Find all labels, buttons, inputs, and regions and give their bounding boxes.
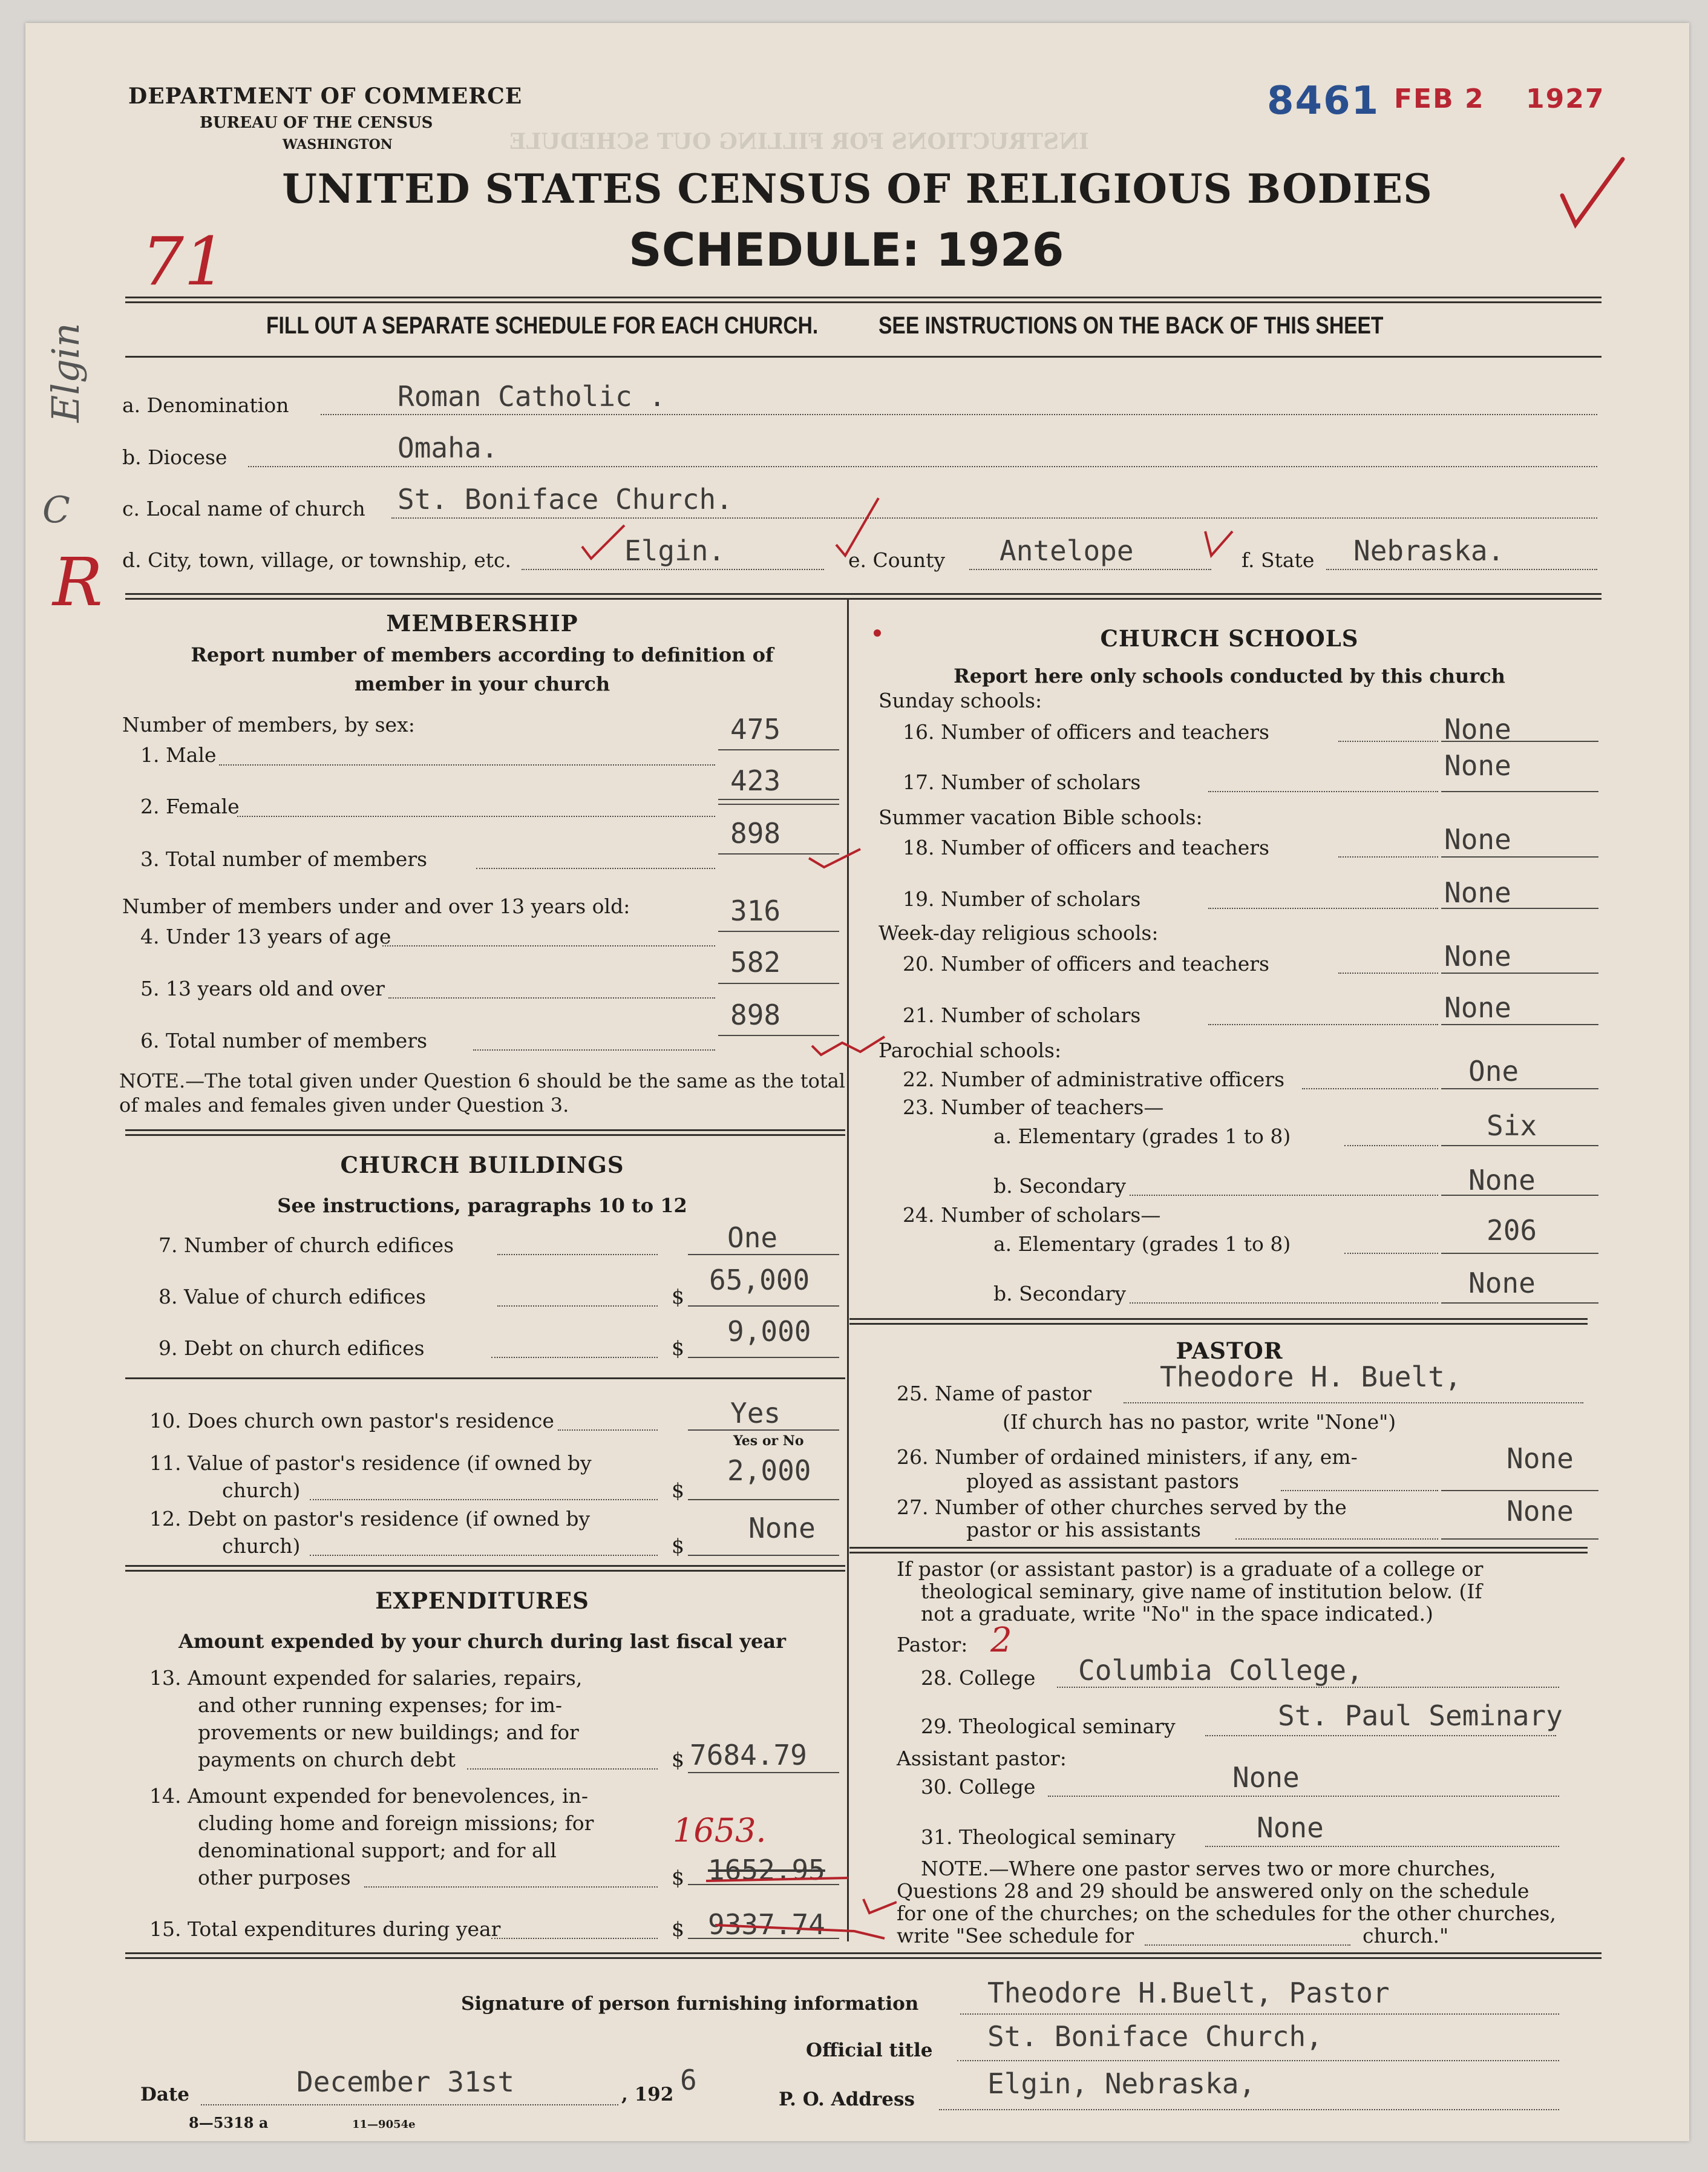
denomination-label: a. Denomination bbox=[122, 393, 289, 417]
q2-label: 2. Female bbox=[140, 795, 240, 818]
margin-word-elgin: Elgin bbox=[44, 323, 88, 422]
q1-male-value: 475 bbox=[730, 713, 781, 746]
buildings-instruction: See instructions, paragraphs 10 to 12 bbox=[277, 1194, 687, 1217]
pastor-note-line4: write "See schedule for bbox=[897, 1924, 1134, 1947]
margin-letter-c: C bbox=[42, 489, 70, 531]
q13-amount-value: 7684.79 bbox=[690, 1739, 807, 1771]
q23b-label: b. Secondary bbox=[993, 1174, 1127, 1198]
q24a-value: 206 bbox=[1487, 1214, 1537, 1247]
membership-heading: MEMBERSHIP bbox=[386, 610, 578, 637]
q23b-value: None bbox=[1468, 1164, 1536, 1196]
q26-value: None bbox=[1507, 1442, 1574, 1475]
q3-label: 3. Total number of members bbox=[140, 847, 428, 871]
q28-college-value: Columbia College, bbox=[1078, 1654, 1363, 1687]
pastor-note-line3: for one of the churches; on the schedules for the other churches, bbox=[897, 1901, 1556, 1925]
q9-label: 9. Debt on church edifices bbox=[159, 1336, 425, 1360]
received-stamp-date: FEB 2 bbox=[1394, 84, 1485, 114]
county-label: e. County bbox=[848, 548, 946, 572]
q6-label: 6. Total number of members bbox=[140, 1029, 428, 1052]
form-title: UNITED STATES CENSUS OF RELIGIOUS BODIES bbox=[282, 165, 1433, 212]
q26-label-cont: ployed as assistant pastors bbox=[966, 1469, 1239, 1493]
city-label: d. City, town, village, or township, etc. bbox=[122, 548, 512, 572]
q13-line3: provements or new buildings; and for bbox=[198, 1721, 579, 1744]
q27-value: None bbox=[1507, 1495, 1574, 1527]
state-value: Nebraska. bbox=[1353, 534, 1505, 567]
separate-schedule-notice: FILL OUT A SEPARATE SCHEDULE FOR EACH CHURCH. bbox=[266, 312, 819, 339]
graduate-note-line3: not a graduate, write "No" in the space indicated.) bbox=[921, 1602, 1433, 1626]
q8-edifice-value: 65,000 bbox=[709, 1264, 810, 1296]
q14-amount-value: 1652.95 bbox=[708, 1854, 825, 1886]
q6-total-value: 898 bbox=[730, 999, 781, 1031]
q28-label: 28. College bbox=[921, 1666, 1036, 1690]
city-value: Elgin. bbox=[624, 534, 725, 567]
signature-value: Theodore H.Buelt, Pastor bbox=[987, 1977, 1390, 2009]
church-buildings-heading: CHURCH BUILDINGS bbox=[340, 1152, 624, 1178]
q13-line2: and other running expenses; for im- bbox=[198, 1693, 563, 1717]
q18-label: 18. Number of officers and teachers bbox=[903, 836, 1269, 859]
membership-note: NOTE.—The total given under Question 6 should be the same as the total of males and females given under Question 3. bbox=[119, 1069, 845, 1117]
state-label: f. State bbox=[1242, 548, 1315, 572]
assistant-pastor-label: Assistant pastor: bbox=[897, 1747, 1067, 1770]
handwritten-pastor-mark: 2 bbox=[990, 1621, 1012, 1660]
q9-debt-value: 9,000 bbox=[727, 1315, 811, 1348]
form-number: 8—5318 a bbox=[189, 2114, 269, 2131]
print-number: 11—9054e bbox=[352, 2118, 416, 2131]
q15-total-value: 9337.74 bbox=[708, 1908, 825, 1941]
diocese-label: b. Diocese bbox=[122, 445, 227, 469]
expenditures-instruction: Amount expended by your church during last fiscal year bbox=[178, 1630, 786, 1653]
q15-dollar-sign: $ bbox=[672, 1917, 684, 1941]
q18-value: None bbox=[1444, 823, 1511, 856]
q25-note: (If church has no pastor, write "None") bbox=[1003, 1410, 1396, 1434]
date-year-suffix: 6 bbox=[680, 2064, 697, 2096]
check-marks-icon bbox=[570, 489, 1235, 586]
q23-label: 23. Number of teachers— bbox=[903, 1095, 1164, 1119]
margin-letter-r: R bbox=[53, 543, 103, 621]
census-schedule-sheet bbox=[25, 23, 1689, 2141]
q12-dollar-sign: $ bbox=[672, 1534, 684, 1558]
q4-label: 4. Under 13 years of age bbox=[140, 925, 391, 948]
q29-label: 29. Theological seminary bbox=[921, 1714, 1176, 1738]
q10-label: 10. Does church own pastor's residence bbox=[149, 1409, 554, 1432]
handwritten-number: 71 bbox=[142, 223, 226, 300]
q17-label: 17. Number of scholars bbox=[903, 770, 1141, 794]
q11-label-cont: church) bbox=[222, 1478, 301, 1502]
strike-marks-icon bbox=[703, 1866, 897, 1944]
q29-seminary-value: St. Paul Seminary bbox=[1278, 1699, 1563, 1732]
q2-female-value: 423 bbox=[730, 764, 781, 797]
q11-value: 2,000 bbox=[727, 1454, 811, 1487]
q22-value: One bbox=[1468, 1055, 1519, 1088]
q30-college-value: None bbox=[1232, 1761, 1300, 1794]
q14-line3: denominational support; and for all bbox=[198, 1839, 557, 1862]
q22-label: 22. Number of administrative officers bbox=[903, 1068, 1285, 1091]
church-schools-heading: CHURCH SCHOOLS bbox=[1100, 625, 1359, 652]
q24a-label: a. Elementary (grades 1 to 8) bbox=[993, 1232, 1291, 1256]
q16-label: 16. Number of officers and teachers bbox=[903, 720, 1269, 744]
q10-residence-value: Yes bbox=[730, 1397, 781, 1429]
members-by-sex-label: Number of members, by sex: bbox=[122, 713, 415, 737]
official-title-value: St. Boniface Church, bbox=[987, 2020, 1323, 2053]
q27-label: 27. Number of other churches served by the bbox=[897, 1495, 1347, 1519]
denomination-value: Roman Catholic . bbox=[398, 380, 666, 413]
q4-under-13-value: 316 bbox=[730, 894, 781, 927]
bureau-city: WASHINGTON bbox=[283, 137, 393, 153]
q23a-label: a. Elementary (grades 1 to 8) bbox=[993, 1124, 1291, 1148]
handwritten-correction: 1653. bbox=[673, 1811, 767, 1849]
department-name: DEPARTMENT OF COMMERCE bbox=[128, 84, 523, 109]
q14-line1: 14. Amount expended for benevolences, in- bbox=[149, 1784, 589, 1808]
q14-line2: cluding home and foreign missions; for bbox=[198, 1811, 594, 1835]
total-check-marks-icon bbox=[806, 828, 891, 1070]
q13-line1: 13. Amount expended for salaries, repairs, bbox=[149, 1666, 583, 1690]
q1-label: 1. Male bbox=[140, 743, 217, 767]
graduate-note-line1: If pastor (or assistant pastor) is a graduate of a college or bbox=[897, 1557, 1484, 1581]
date-label: Date bbox=[140, 2084, 190, 2105]
q11-dollar-sign: $ bbox=[672, 1478, 684, 1502]
q14-dollar-sign: $ bbox=[672, 1866, 684, 1889]
q16-value: None bbox=[1444, 713, 1511, 746]
q27-label-cont: pastor or his assistants bbox=[966, 1518, 1201, 1541]
q31-label: 31. Theological seminary bbox=[921, 1825, 1176, 1849]
q8-dollar-sign: $ bbox=[672, 1285, 684, 1308]
q12-label-cont: church) bbox=[222, 1534, 301, 1558]
q20-label: 20. Number of officers and teachers bbox=[903, 952, 1269, 976]
q12-label: 12. Debt on pastor's residence (if owned by bbox=[149, 1507, 591, 1531]
q3-total-value: 898 bbox=[730, 817, 781, 850]
pastor-note-line4-end: church." bbox=[1363, 1924, 1449, 1947]
schedule-title: SCHEDULE: 1926 bbox=[629, 223, 1064, 277]
diocese-value: Omaha. bbox=[398, 431, 499, 464]
q17-value: None bbox=[1444, 749, 1511, 782]
q19-label: 19. Number of scholars bbox=[903, 887, 1141, 911]
q14-line4: other purposes bbox=[198, 1866, 351, 1889]
po-address-label: P. O. Address bbox=[779, 2088, 915, 2110]
graduate-note-line2: theological seminary, give name of institution below. (If bbox=[921, 1580, 1482, 1603]
parochial-schools-label: Parochial schools: bbox=[879, 1038, 1062, 1062]
q5-label: 5. 13 years old and over bbox=[140, 977, 385, 1000]
county-value: Antelope bbox=[1000, 534, 1134, 567]
q30-label: 30. College bbox=[921, 1775, 1036, 1799]
q7-edifices-value: One bbox=[727, 1221, 778, 1254]
pastor-note-line2: Questions 28 and 29 should be answered only on the schedule bbox=[897, 1879, 1530, 1903]
q26-label: 26. Number of ordained ministers, if any, em- bbox=[897, 1445, 1358, 1469]
pastor-label: Pastor: bbox=[897, 1633, 968, 1656]
q31-seminary-value: None bbox=[1257, 1811, 1324, 1844]
q25-pastor-name: Theodore H. Buelt, bbox=[1160, 1360, 1462, 1393]
q12-value: None bbox=[748, 1512, 816, 1544]
schools-instruction: Report here only schools conducted by this church bbox=[954, 664, 1505, 687]
bureau-name: BUREAU OF THE CENSUS bbox=[200, 114, 433, 132]
q21-label: 21. Number of scholars bbox=[903, 1003, 1141, 1027]
expenditures-heading: EXPENDITURES bbox=[375, 1587, 589, 1614]
q19-value: None bbox=[1444, 876, 1511, 909]
po-address-value: Elgin, Nebraska, bbox=[987, 2067, 1256, 2100]
reverse-side-title: INSTRUCTIONS FOR FILLING OUT SCHEDULE bbox=[509, 129, 1089, 154]
summer-schools-label: Summer vacation Bible schools: bbox=[879, 805, 1203, 829]
members-by-age-label: Number of members under and over 13 years old: bbox=[122, 894, 630, 918]
q5-13-and-over-value: 582 bbox=[730, 946, 781, 979]
membership-instruction: Report number of members according to definition of member in your church bbox=[191, 643, 774, 695]
pastor-note-line1: NOTE.—Where one pastor serves two or more churches, bbox=[921, 1857, 1496, 1880]
date-value: December 31st bbox=[296, 2065, 515, 2098]
yes-no-caption: Yes or No bbox=[733, 1433, 804, 1449]
date-year-prefix: , 192 bbox=[621, 2084, 674, 2105]
q20-value: None bbox=[1444, 940, 1511, 973]
instructions-notice: SEE INSTRUCTIONS ON THE BACK OF THIS SHEET bbox=[879, 312, 1384, 339]
q8-label: 8. Value of church edifices bbox=[159, 1285, 427, 1308]
local-name-label: c. Local name of church bbox=[122, 497, 365, 520]
q11-label: 11. Value of pastor's residence (if owned by bbox=[149, 1451, 592, 1475]
q25-label: 25. Name of pastor bbox=[897, 1382, 1092, 1405]
q21-value: None bbox=[1444, 991, 1511, 1024]
q9-dollar-sign: $ bbox=[672, 1336, 684, 1360]
q15-label: 15. Total expenditures during year bbox=[149, 1917, 501, 1941]
official-title-label: Official title bbox=[806, 2039, 933, 2061]
q24b-value: None bbox=[1468, 1267, 1536, 1299]
received-stamp-year: 1927 bbox=[1526, 84, 1605, 114]
q7-label: 7. Number of church edifices bbox=[159, 1233, 454, 1257]
signature-label: Signature of person furnishing information bbox=[461, 1993, 919, 2015]
sunday-schools-label: Sunday schools: bbox=[879, 689, 1042, 712]
received-stamp-number: 8461 bbox=[1267, 79, 1380, 123]
q23a-value: Six bbox=[1487, 1109, 1537, 1142]
q13-dollar-sign: $ bbox=[672, 1748, 684, 1771]
q24-label: 24. Number of scholars— bbox=[903, 1203, 1161, 1227]
q24b-label: b. Secondary bbox=[993, 1282, 1127, 1305]
q13-line4: payments on church debt bbox=[198, 1748, 456, 1771]
pastor-heading: PASTOR bbox=[1176, 1337, 1283, 1364]
local-name-value: St. Boniface Church. bbox=[398, 483, 733, 516]
weekday-schools-label: Week-day religious schools: bbox=[879, 921, 1159, 945]
